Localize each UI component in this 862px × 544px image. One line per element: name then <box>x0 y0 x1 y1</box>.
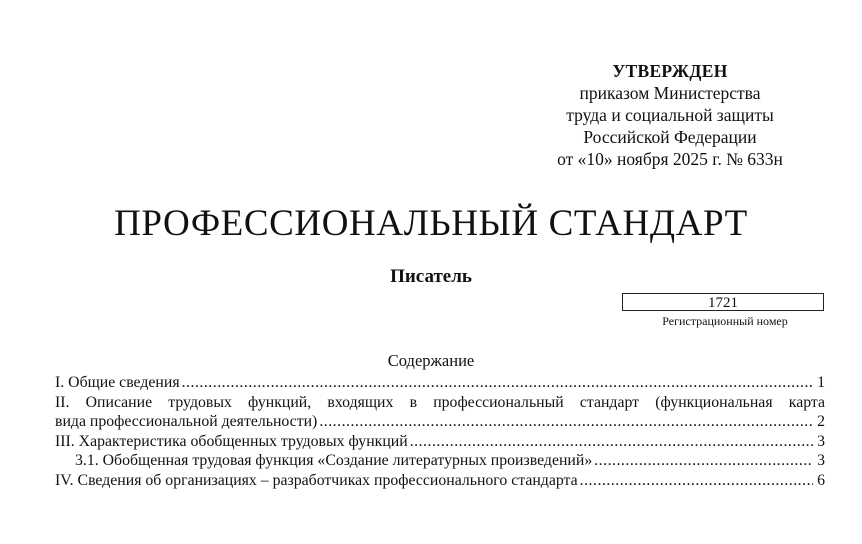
toc-item-text: III. Характеристика обобщенных трудовых функций <box>55 432 408 450</box>
approval-line-1: приказом Министерства <box>579 83 761 103</box>
toc-item-2-line-1[interactable]: II. Описание трудовых функций, входящих в профессиональный стандарт (функциональная карта <box>55 393 825 411</box>
toc-item-page: 1 <box>817 374 825 391</box>
toc-item-page: 6 <box>817 471 825 489</box>
registration-number-box <box>622 293 824 311</box>
approval-heading: УТВЕРЖДЕН <box>612 61 728 81</box>
profession-name: Писатель <box>390 266 472 287</box>
approval-line-2: труда и социальной защиты <box>566 105 774 125</box>
approval-line-4: от «10» ноября 2025 г. № 633н <box>557 149 783 169</box>
registration-caption: Регистрационный номер <box>662 314 788 328</box>
toc-leader-dots <box>594 451 813 471</box>
toc-item-page: 3 <box>817 452 825 469</box>
toc-item-page: 3 <box>817 432 825 450</box>
toc-item-3[interactable] <box>55 432 825 452</box>
registration-number: 1721 <box>708 295 738 311</box>
approval-line-3: Российской Федерации <box>583 127 757 147</box>
toc-item-text: вида профессиональной деятельности) <box>55 413 318 430</box>
toc-item-4[interactable] <box>55 471 825 491</box>
toc-leader-dots <box>182 373 813 393</box>
toc-item-page: 2 <box>817 413 825 430</box>
toc-item-2[interactable] <box>55 412 825 432</box>
toc-item-text: IV. Сведения об организациях – разработчиках профессионального стандарта <box>55 471 578 489</box>
toc-leader-dots <box>580 471 813 491</box>
toc-item-1[interactable] <box>55 373 825 393</box>
toc-item-text: 3.1. Обобщенная трудовая функция «Создание литературных произведений» <box>75 452 593 469</box>
toc-leader-dots <box>319 412 813 432</box>
table-of-contents <box>55 373 825 490</box>
toc-item-3-1[interactable] <box>55 451 825 471</box>
approval-block <box>510 60 830 170</box>
contents-heading: Содержание <box>387 351 475 370</box>
toc-leader-dots <box>410 432 813 452</box>
document-title: ПРОФЕССИОНАЛЬНЫЙ СТАНДАРТ <box>114 203 748 244</box>
toc-item-text: I. Общие сведения <box>55 374 180 391</box>
